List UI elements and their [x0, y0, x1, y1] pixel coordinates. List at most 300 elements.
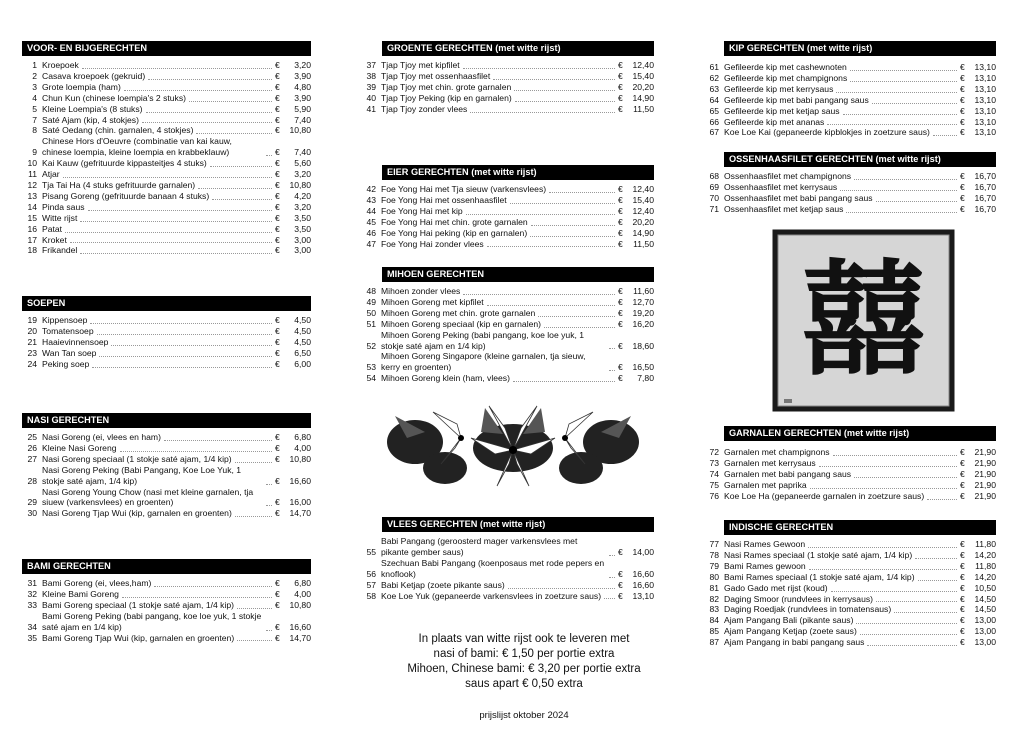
section-header: GROENTE GERECHTEN (met witte rijst)	[382, 41, 654, 56]
item-body	[42, 315, 311, 326]
price-amount: 20,20	[632, 81, 654, 92]
item-number: 32	[27, 588, 37, 599]
leader-dots	[142, 122, 272, 123]
item-body	[42, 348, 311, 359]
menu-item	[361, 330, 654, 352]
price-amount: 16,50	[632, 362, 654, 373]
item-number: 69	[709, 181, 719, 192]
item-number: 87	[709, 637, 719, 648]
item-price	[960, 117, 996, 128]
leader-dots	[515, 101, 615, 102]
menu-item	[704, 458, 996, 469]
leader-dots	[111, 345, 272, 346]
leader-dots	[530, 236, 615, 237]
menu-item	[22, 589, 311, 600]
item-number: 39	[366, 81, 376, 92]
item-price	[618, 195, 654, 206]
currency-symbol: €	[960, 457, 965, 468]
item-name: Atjar	[42, 169, 60, 180]
item-price	[275, 508, 311, 519]
item-name: Mihoen Goreng Singapore (kleine garnalen, tja sieuw, kerry en groenten)	[381, 351, 586, 373]
currency-symbol: €	[275, 621, 280, 632]
leader-dots	[836, 92, 957, 93]
currency-symbol: €	[275, 125, 280, 136]
item-body	[381, 195, 654, 206]
item-body	[724, 539, 996, 550]
item-number: 77	[709, 539, 719, 549]
section-header: BAMI GERECHTEN	[22, 559, 311, 574]
leader-dots	[124, 90, 272, 91]
currency-symbol: €	[618, 546, 623, 557]
menu-item	[22, 508, 311, 519]
note-line: saus apart € 0,50 extra	[465, 678, 583, 690]
item-name: Ajam Pangang Bali (pikante saus)	[724, 615, 854, 626]
price-amount: 6,80	[294, 432, 311, 442]
price-amount: 10,80	[289, 125, 311, 136]
item-price	[618, 184, 654, 195]
item-number: 78	[709, 549, 719, 560]
leader-dots	[82, 68, 272, 69]
menu-item	[22, 180, 311, 191]
item-name: Koe Loe Yuk (gepaneerde varkensvlees in zoetzure saus)	[381, 590, 602, 601]
section-soepen	[22, 296, 311, 370]
item-body	[42, 115, 311, 126]
menu-item	[704, 171, 996, 182]
item-number: 27	[27, 453, 37, 464]
item-list	[361, 286, 654, 384]
item-price	[960, 491, 996, 502]
price-amount: 14,90	[632, 227, 654, 238]
price-amount: 13,10	[974, 72, 996, 83]
item-number: 85	[709, 626, 719, 637]
currency-symbol: €	[960, 593, 965, 604]
price-amount: 3,00	[294, 245, 311, 256]
menu-item	[22, 465, 311, 487]
currency-symbol: €	[960, 582, 965, 593]
leader-dots	[514, 90, 615, 91]
currency-symbol: €	[618, 579, 623, 590]
item-price	[275, 497, 311, 508]
price-amount: 4,00	[294, 442, 311, 453]
item-price	[618, 82, 654, 93]
leader-dots	[831, 591, 957, 592]
item-number: 14	[27, 201, 37, 212]
item-body	[381, 93, 654, 104]
leader-dots	[237, 640, 272, 641]
menu-item	[361, 558, 654, 580]
leader-dots	[97, 334, 272, 335]
price-amount: 21,90	[974, 479, 996, 490]
item-body	[42, 93, 311, 104]
item-price	[960, 106, 996, 117]
menu-item	[361, 71, 654, 82]
currency-symbol: €	[960, 539, 965, 549]
item-body	[724, 491, 996, 502]
item-name: Foe Yong Hai met kip	[381, 205, 463, 216]
item-price	[275, 337, 311, 348]
item-price	[275, 578, 311, 589]
price-amount: 14,50	[974, 593, 996, 604]
price-amount: 11,50	[633, 238, 654, 249]
item-price	[960, 594, 996, 605]
menu-item	[704, 572, 996, 583]
leader-dots	[80, 221, 272, 222]
item-body	[42, 213, 311, 224]
price-amount: 16,60	[632, 579, 654, 590]
price-amount: 16,70	[974, 181, 996, 192]
item-price	[618, 580, 654, 591]
item-number: 52	[366, 340, 376, 351]
currency-symbol: €	[275, 158, 280, 169]
item-price	[275, 104, 311, 115]
currency-symbol: €	[275, 201, 280, 212]
leader-dots	[266, 484, 272, 485]
item-number: 24	[27, 358, 37, 369]
menu-item	[361, 60, 654, 71]
item-price	[618, 239, 654, 250]
item-price	[960, 447, 996, 458]
menu-item	[22, 454, 311, 465]
section-header: VOOR- EN BIJGERECHTEN	[22, 41, 311, 56]
item-price	[275, 600, 311, 611]
item-number: 26	[27, 442, 37, 453]
item-name: Tjap Tjoy met kipfilet	[381, 60, 460, 70]
leader-dots	[549, 192, 615, 193]
menu-item	[361, 228, 654, 239]
item-body	[42, 508, 311, 519]
leader-dots	[833, 455, 957, 456]
item-name: Gefileerde kip met kerrysaus	[724, 83, 834, 94]
item-number: 54	[366, 373, 376, 384]
price-amount: 14,70	[289, 508, 311, 519]
price-amount: 16,60	[632, 568, 654, 579]
item-body	[42, 578, 311, 589]
item-body	[42, 245, 311, 256]
price-amount: 11,60	[633, 286, 654, 296]
item-number: 62	[709, 72, 719, 83]
item-name: Saté Oedang (chin. garnalen, 4 stokjes)	[42, 125, 194, 136]
item-price	[275, 622, 311, 633]
item-body	[381, 239, 654, 250]
leader-dots	[99, 356, 272, 357]
item-name: Garnalen met babi pangang saus	[724, 468, 852, 479]
item-price	[275, 213, 311, 224]
leader-dots	[609, 370, 615, 371]
item-body	[724, 550, 996, 561]
item-body	[724, 480, 996, 491]
item-number: 29	[27, 497, 37, 508]
leader-dots	[860, 634, 957, 635]
menu-item	[22, 432, 311, 443]
item-name: Ajam Pangang Ketjap (zoete saus)	[724, 626, 857, 637]
currency-symbol: €	[618, 103, 623, 114]
item-body	[381, 319, 654, 330]
item-number: 72	[709, 447, 719, 457]
menu-item	[704, 62, 996, 73]
item-name: Koe Loe Kai (gepaneerde kipblokjes in zoetzure saus)	[724, 127, 930, 138]
leader-dots	[212, 199, 272, 200]
item-body	[381, 330, 654, 352]
section-mihoen-gerechten	[361, 267, 654, 384]
item-body	[381, 308, 654, 319]
price-amount: 3,90	[294, 92, 311, 103]
item-name: Kroepoek	[42, 60, 79, 70]
item-price	[275, 224, 311, 235]
menu-item	[704, 204, 996, 215]
item-name: Tjap Tjoy met ossenhaasfilet	[381, 70, 491, 81]
item-number: 67	[709, 127, 719, 138]
currency-symbol: €	[960, 447, 965, 457]
item-price	[275, 93, 311, 104]
leader-dots	[840, 190, 957, 191]
currency-symbol: €	[618, 238, 623, 249]
item-price	[275, 476, 311, 487]
price-amount: 14,70	[289, 632, 311, 643]
price-amount: 12,40	[632, 184, 654, 194]
item-name: Szechuan Babi Pangang (koenposaus met rode pepers en knoflook)	[381, 557, 605, 579]
price-amount: 16,00	[289, 497, 311, 508]
leader-dots	[154, 586, 272, 587]
item-name: Garnalen met kerrysaus	[724, 457, 816, 468]
item-body	[724, 469, 996, 480]
leader-dots	[810, 488, 957, 489]
calligraphy-artwork	[772, 229, 955, 412]
menu-item	[22, 60, 311, 71]
leader-dots	[876, 201, 957, 202]
leader-dots	[88, 210, 272, 211]
item-price	[275, 326, 311, 337]
leader-dots	[819, 466, 957, 467]
leader-dots	[463, 294, 615, 295]
item-price	[275, 245, 311, 256]
item-list	[22, 315, 311, 370]
item-number: 38	[366, 70, 376, 81]
item-name: Garnalen met paprika	[724, 479, 807, 490]
menu-item	[361, 319, 654, 330]
item-body	[724, 458, 996, 469]
item-name: Haaievinnensoep	[42, 336, 109, 347]
item-body	[381, 217, 654, 228]
price-amount: 5,60	[294, 158, 311, 169]
item-number: 81	[709, 582, 719, 593]
currency-symbol: €	[618, 373, 623, 384]
item-name: Nasi Goreng Young Chow (nasi met kleine garnalen, tja siuew (varkensvlees) en groenten)	[42, 486, 254, 508]
price-amount: 13,10	[632, 590, 654, 601]
item-number: 20	[27, 325, 37, 336]
item-price	[618, 569, 654, 580]
price-amount: 14,20	[974, 571, 996, 582]
currency-symbol: €	[618, 568, 623, 579]
item-body	[42, 104, 311, 115]
price-amount: 5,90	[294, 103, 311, 114]
item-body	[381, 206, 654, 217]
price-amount: 3,50	[294, 223, 311, 234]
currency-symbol: €	[960, 192, 965, 203]
item-number: 33	[27, 599, 37, 610]
item-number: 64	[709, 94, 719, 105]
item-price	[960, 458, 996, 469]
menu-item	[704, 615, 996, 626]
menu-item	[22, 326, 311, 337]
item-number: 44	[366, 205, 376, 216]
item-body	[724, 117, 996, 128]
leader-dots	[493, 79, 615, 80]
price-amount: 14,50	[974, 604, 996, 615]
item-body	[381, 228, 654, 239]
section-bami-gerechten	[22, 559, 311, 643]
item-number: 42	[366, 184, 376, 194]
price-amount: 21,90	[974, 468, 996, 479]
item-name: Casava kroepoek (gekruid)	[42, 70, 146, 81]
item-name: Pinda saus	[42, 201, 85, 212]
item-name: Peking soep	[42, 358, 90, 369]
item-list	[361, 184, 654, 249]
item-price	[275, 71, 311, 82]
item-price	[960, 95, 996, 106]
item-price	[618, 104, 654, 115]
price-amount: 13,00	[974, 637, 996, 648]
item-body	[381, 71, 654, 82]
menu-item	[22, 348, 311, 359]
menu-item	[704, 550, 996, 561]
item-name: Babi Ketjap (zoete pikante saus)	[381, 579, 505, 590]
item-body	[42, 326, 311, 337]
item-name: Kai Kauw (gefrituurde kippasteitjes 4 stuks)	[42, 158, 207, 169]
leader-dots	[809, 569, 957, 570]
item-name: Nasi Goreng Peking (Babi Pangang, Koe Loe Yuk, 1 stokje saté ajam, 1/4 kip)	[42, 464, 242, 486]
leader-dots	[235, 516, 272, 517]
currency-symbol: €	[275, 190, 280, 201]
price-amount: 3,20	[294, 169, 311, 180]
menu-item	[22, 169, 311, 180]
leader-dots	[63, 177, 272, 178]
currency-symbol: €	[960, 72, 965, 83]
item-name: Nasi Goreng (ei, vlees en ham)	[42, 432, 161, 442]
section-header: SOEPEN	[22, 296, 311, 311]
item-name: Bami Goreng Tjap Wui (kip, garnalen en groenten)	[42, 632, 235, 643]
item-name: Kleine Bami Goreng	[42, 588, 119, 599]
menu-item	[22, 191, 311, 202]
price-amount: 13,10	[974, 105, 996, 116]
menu-item	[22, 104, 311, 115]
item-number: 83	[709, 604, 719, 615]
leader-dots	[146, 112, 272, 113]
item-body	[724, 604, 996, 615]
menu-item	[704, 84, 996, 95]
currency-symbol: €	[960, 171, 965, 181]
item-name: Gefileerde kip met cashewnoten	[724, 62, 847, 72]
leader-dots	[544, 327, 615, 328]
item-price	[618, 591, 654, 602]
menu-item	[22, 487, 311, 509]
leader-dots	[487, 246, 615, 247]
leader-dots	[856, 623, 957, 624]
item-price	[275, 169, 311, 180]
currency-symbol: €	[960, 549, 965, 560]
price-amount: 7,80	[637, 373, 654, 384]
item-name: Tjap Tjoy zonder vlees	[381, 103, 468, 114]
section-nasi-gerechten	[22, 413, 311, 519]
menu-item	[704, 469, 996, 480]
item-number: 51	[366, 318, 376, 329]
leader-dots	[148, 79, 272, 80]
menu-item	[704, 637, 996, 648]
menu-item	[704, 561, 996, 572]
menu-item	[704, 73, 996, 84]
item-price	[275, 60, 311, 71]
item-number: 7	[32, 114, 37, 125]
item-body	[42, 600, 311, 611]
menu-item	[704, 594, 996, 605]
item-list	[22, 578, 311, 643]
item-name: Tjap Tjoy met chin. grote garnalen	[381, 81, 512, 92]
section-groente-gerechten	[361, 41, 654, 115]
item-price	[618, 297, 654, 308]
menu-item	[22, 315, 311, 326]
item-body	[724, 73, 996, 84]
item-number: 12	[27, 179, 37, 190]
item-price	[960, 182, 996, 193]
item-number: 8	[32, 125, 37, 136]
price-amount: 10,80	[289, 599, 311, 610]
leader-dots	[894, 612, 957, 613]
section-header: KIP GERECHTEN (met witte rijst)	[724, 41, 996, 56]
currency-symbol: €	[275, 179, 280, 190]
item-name: Gefileerde kip met ketjap saus	[724, 105, 840, 116]
leader-dots	[508, 588, 615, 589]
leader-dots	[237, 608, 272, 609]
leader-dots	[850, 70, 957, 71]
leader-dots	[843, 114, 957, 115]
item-body	[42, 158, 311, 169]
currency-symbol: €	[618, 318, 623, 329]
item-number: 58	[366, 590, 376, 601]
menu-item	[22, 578, 311, 589]
menu-item	[22, 71, 311, 82]
leader-dots	[164, 440, 272, 441]
item-price	[960, 73, 996, 84]
item-body	[42, 633, 311, 644]
item-name: Ossenhaasfilet met kerrysaus	[724, 181, 838, 192]
leader-dots	[808, 547, 957, 548]
item-body	[381, 297, 654, 308]
section-header: GARNALEN GERECHTEN (met witte rijst)	[724, 426, 996, 441]
item-body	[42, 191, 311, 202]
item-name: Bami Goreng (ei, vlees,ham)	[42, 578, 152, 588]
leader-dots	[846, 212, 957, 213]
price-amount: 16,20	[632, 318, 654, 329]
price-amount: 13,10	[974, 127, 996, 138]
currency-symbol: €	[275, 114, 280, 125]
leader-dots	[867, 645, 957, 646]
leader-dots	[933, 135, 957, 136]
price-amount: 13,00	[974, 615, 996, 626]
menu-item	[22, 213, 311, 224]
item-number: 76	[709, 490, 719, 501]
item-price	[275, 147, 311, 158]
item-number: 84	[709, 615, 719, 626]
item-body	[724, 193, 996, 204]
menu-item	[22, 600, 311, 611]
leader-dots	[531, 225, 615, 226]
currency-symbol: €	[275, 315, 280, 325]
item-name: Mihoen Goreng met chin. grote garnalen	[381, 307, 536, 318]
item-name: Wan Tan soep	[42, 347, 97, 358]
item-body	[381, 286, 654, 297]
item-number: 25	[27, 432, 37, 442]
currency-symbol: €	[960, 490, 965, 501]
leader-dots	[854, 179, 957, 180]
